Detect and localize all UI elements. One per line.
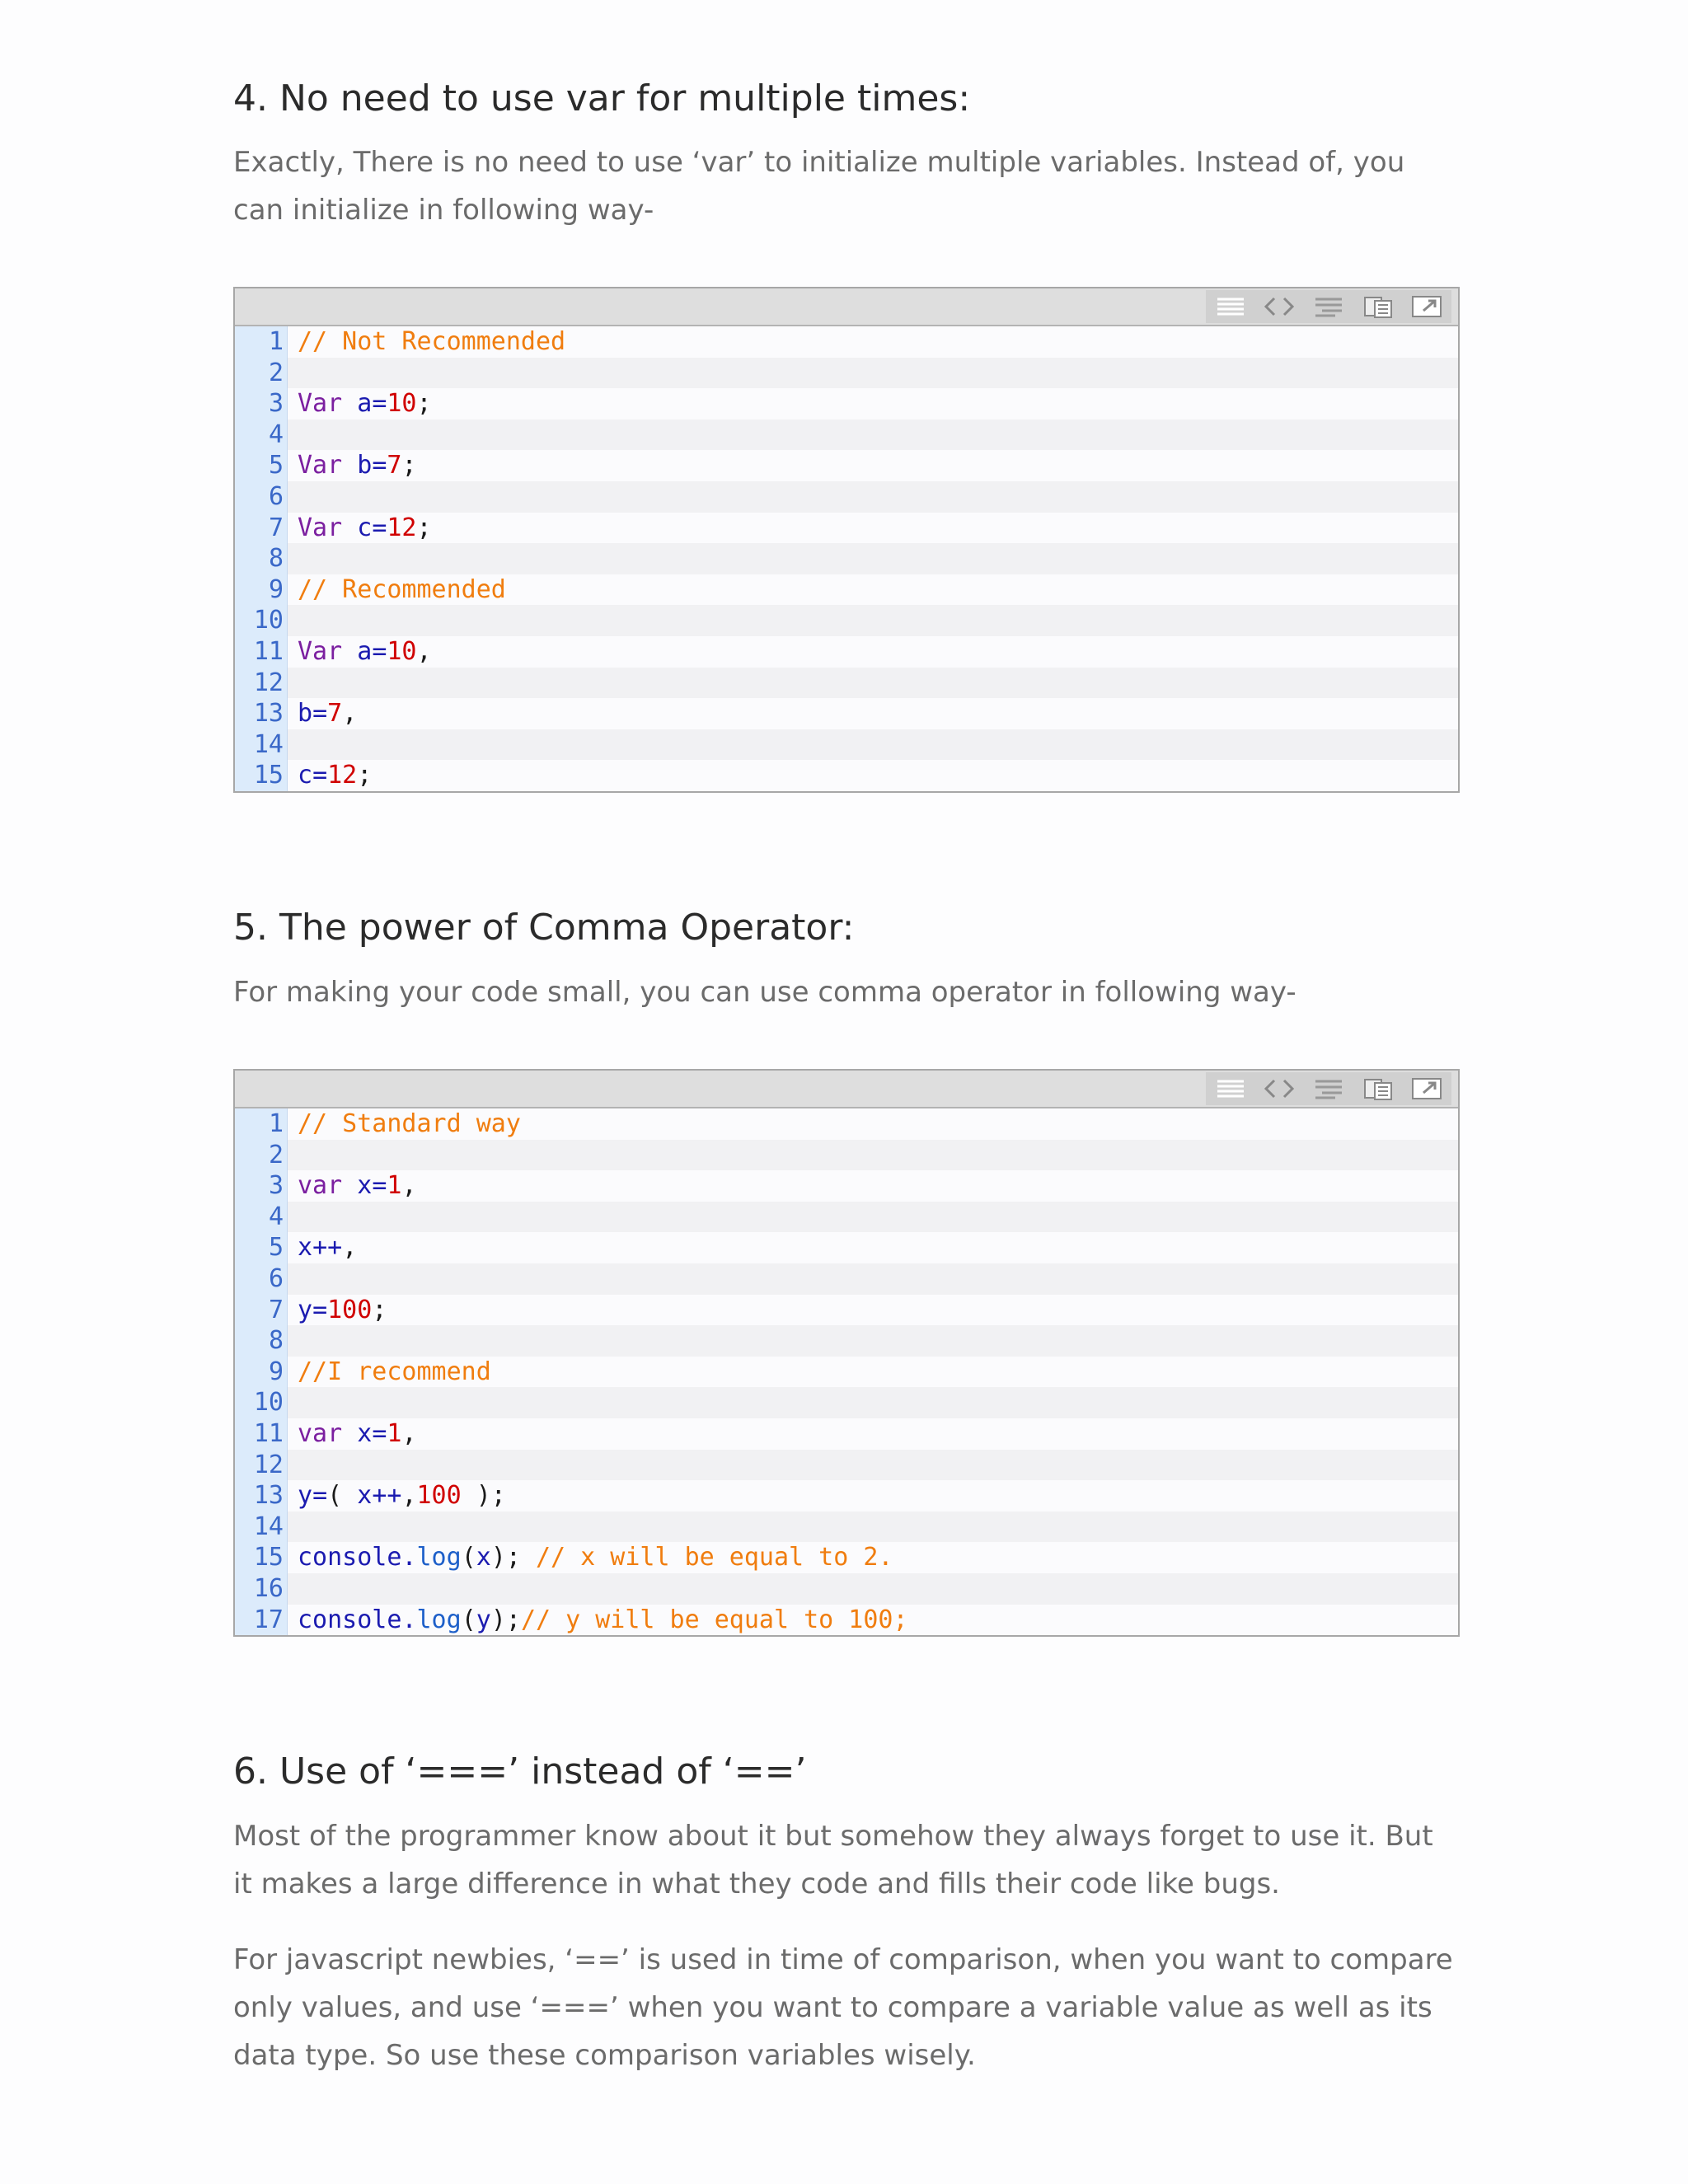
code-token: log xyxy=(416,1605,462,1634)
code-token: x xyxy=(476,1543,491,1572)
code-token: 1 xyxy=(387,1418,402,1448)
code-text xyxy=(288,1202,298,1233)
code-token: , xyxy=(342,1233,358,1263)
code-token: ; xyxy=(416,513,432,542)
section-6-paragraph-1: Most of the programmer know about it but somehow they always forget to use it. But it makes a large difference in what they code and fills their code like bugs. xyxy=(233,1820,1433,1900)
line-number: 5 xyxy=(235,450,288,481)
code-token: ( xyxy=(461,1543,476,1572)
code-token: = xyxy=(372,451,387,480)
code-token: = xyxy=(372,1418,387,1448)
line-number: 15 xyxy=(235,1542,288,1573)
code-text xyxy=(288,513,432,544)
code-icon[interactable] xyxy=(1261,292,1297,321)
code-text xyxy=(288,760,372,791)
code-line xyxy=(235,605,1458,636)
code-block-2 xyxy=(233,1069,1460,1637)
code-token xyxy=(342,389,357,418)
code-text xyxy=(288,1450,298,1481)
code-text xyxy=(288,1418,417,1450)
line-number: 9 xyxy=(235,1357,288,1388)
code-tools xyxy=(1206,1072,1451,1105)
code-icon[interactable] xyxy=(1261,1074,1297,1104)
code-line xyxy=(235,1263,1458,1295)
code-token: 100 xyxy=(327,1295,373,1324)
code-lines xyxy=(235,1108,1458,1635)
code-token: c xyxy=(298,761,313,790)
line-number: 10 xyxy=(235,605,288,636)
copy-icon[interactable] xyxy=(1360,1074,1396,1104)
code-token xyxy=(342,1171,357,1200)
code-token: = xyxy=(372,389,387,419)
code-text xyxy=(288,1511,298,1543)
code-text xyxy=(288,1140,298,1171)
code-lines xyxy=(235,326,1458,791)
line-number: 2 xyxy=(235,358,288,389)
code-text xyxy=(288,1232,357,1263)
code-text xyxy=(288,668,298,699)
code-token: // Not Recommended xyxy=(298,327,566,356)
line-number: 3 xyxy=(235,1170,288,1202)
code-token: = xyxy=(372,513,387,542)
line-number: 7 xyxy=(235,1295,288,1326)
code-token: ; xyxy=(401,451,417,480)
line-number: 1 xyxy=(235,1108,288,1140)
code-text xyxy=(288,1573,298,1605)
code-line xyxy=(235,760,1458,791)
line-number: 16 xyxy=(235,1573,288,1605)
code-token: 1 xyxy=(387,1171,402,1201)
line-number: 10 xyxy=(235,1387,288,1418)
code-line xyxy=(235,358,1458,389)
section-5-paragraph: For making your code small, you can use comma operator in following way- xyxy=(233,976,1296,1009)
code-token: a xyxy=(357,636,373,666)
code-text xyxy=(288,419,298,451)
code-block-1 xyxy=(233,287,1460,793)
code-text xyxy=(288,450,417,481)
code-token: 10 xyxy=(387,636,417,666)
code-line xyxy=(235,1357,1458,1388)
section-4-heading: 4. No need to use var for multiple times: xyxy=(233,77,971,120)
code-line xyxy=(235,1480,1458,1511)
code-token xyxy=(342,637,357,666)
code-line xyxy=(235,1605,1458,1636)
code-token: // y will be equal to 100; xyxy=(520,1605,908,1634)
code-line xyxy=(235,1450,1458,1481)
code-token: 12 xyxy=(387,513,417,542)
code-text xyxy=(288,1263,298,1295)
code-text xyxy=(288,1387,298,1418)
code-text xyxy=(288,543,298,574)
wrap-icon[interactable] xyxy=(1311,1074,1347,1104)
code-token: ); xyxy=(490,1605,521,1634)
code-token: = xyxy=(372,1171,387,1201)
line-number: 7 xyxy=(235,513,288,544)
code-token: c xyxy=(357,513,373,542)
code-token: Var xyxy=(298,389,343,419)
code-text xyxy=(288,1108,521,1140)
code-token: x xyxy=(357,1418,373,1448)
code-text xyxy=(288,388,432,419)
code-token: 7 xyxy=(387,451,402,480)
code-token: //I recommend xyxy=(298,1357,491,1386)
code-line xyxy=(235,574,1458,606)
code-line xyxy=(235,326,1458,358)
code-token: var xyxy=(298,1418,343,1448)
code-line xyxy=(235,1232,1458,1263)
code-line xyxy=(235,1295,1458,1326)
code-text xyxy=(288,481,298,513)
code-token: log xyxy=(416,1543,462,1572)
section-4-paragraph: Exactly, There is no need to use ‘var’ to initialize multiple variables. Instead of, you can initialize in following way- xyxy=(233,146,1405,227)
line-number: 6 xyxy=(235,481,288,513)
code-token: x xyxy=(357,1171,373,1201)
code-text xyxy=(288,605,298,636)
code-token: Var xyxy=(298,451,343,480)
wrap-icon[interactable] xyxy=(1311,292,1347,321)
line-number: 11 xyxy=(235,1418,288,1450)
code-line xyxy=(235,1418,1458,1450)
code-token xyxy=(342,451,357,480)
popout-icon[interactable] xyxy=(1409,1074,1445,1104)
code-token xyxy=(342,513,357,542)
code-text xyxy=(288,698,357,729)
code-token: b xyxy=(357,451,373,480)
code-token: ; xyxy=(372,1295,387,1324)
code-token: b xyxy=(298,699,313,729)
code-line xyxy=(235,1542,1458,1573)
code-token: = xyxy=(372,636,387,666)
code-text xyxy=(288,1542,893,1573)
code-token: // x will be equal to 2. xyxy=(536,1543,893,1572)
code-text xyxy=(288,1170,417,1202)
code-token: console xyxy=(298,1543,402,1572)
code-line xyxy=(235,1108,1458,1140)
code-token: = xyxy=(312,1481,328,1511)
code-token: = xyxy=(312,699,328,729)
code-toolbar xyxy=(235,1071,1458,1108)
code-token: ( xyxy=(461,1605,476,1634)
code-token: x xyxy=(357,1481,373,1511)
line-number: 8 xyxy=(235,543,288,574)
line-number: 5 xyxy=(235,1232,288,1263)
line-number: 15 xyxy=(235,760,288,791)
line-number: 3 xyxy=(235,388,288,419)
code-token: ); xyxy=(490,1543,536,1572)
code-token: ( xyxy=(327,1481,358,1511)
code-line xyxy=(235,1170,1458,1202)
code-token: 10 xyxy=(387,389,417,419)
code-token: 100 xyxy=(416,1481,462,1511)
code-token: y xyxy=(476,1605,491,1634)
code-token: // Recommended xyxy=(298,574,506,604)
section-6-heading: 6. Use of ‘===’ instead of ‘==’ xyxy=(233,1750,807,1793)
code-line xyxy=(235,1387,1458,1418)
line-number: 1 xyxy=(235,326,288,358)
code-token: Var xyxy=(298,513,343,542)
line-number: 4 xyxy=(235,419,288,451)
code-line xyxy=(235,1573,1458,1605)
code-token: . xyxy=(401,1543,417,1572)
code-token: = xyxy=(312,761,328,790)
section-5-heading: 5. The power of Comma Operator: xyxy=(233,907,855,949)
code-text xyxy=(288,1325,298,1357)
code-token: ++ xyxy=(312,1233,343,1263)
code-token: , xyxy=(342,699,358,729)
line-number: 2 xyxy=(235,1140,288,1171)
code-text xyxy=(288,1605,908,1636)
line-number: 13 xyxy=(235,1480,288,1511)
line-number: 12 xyxy=(235,668,288,699)
code-token: , xyxy=(401,1171,417,1201)
code-text xyxy=(288,1357,491,1388)
line-number: 4 xyxy=(235,1202,288,1233)
code-token: 12 xyxy=(327,761,358,790)
code-line xyxy=(235,1511,1458,1543)
code-text xyxy=(288,1295,387,1326)
code-line xyxy=(235,419,1458,451)
line-number: 9 xyxy=(235,574,288,606)
code-line xyxy=(235,1325,1458,1357)
code-line xyxy=(235,513,1458,544)
code-line xyxy=(235,729,1458,761)
code-token: a xyxy=(357,389,373,419)
code-line xyxy=(235,668,1458,699)
code-text xyxy=(288,729,298,761)
code-token: , xyxy=(401,1481,417,1511)
code-token: , xyxy=(416,636,432,666)
code-token: console xyxy=(298,1605,402,1634)
view-source-icon[interactable] xyxy=(1212,292,1249,321)
code-text xyxy=(288,326,565,358)
line-number: 8 xyxy=(235,1325,288,1357)
code-line xyxy=(235,698,1458,729)
code-toolbar xyxy=(235,288,1458,326)
line-number: 11 xyxy=(235,636,288,668)
code-token: y xyxy=(298,1481,313,1511)
code-line xyxy=(235,481,1458,513)
code-token: ++ xyxy=(372,1481,402,1511)
code-line xyxy=(235,543,1458,574)
copy-icon[interactable] xyxy=(1360,292,1396,321)
line-number: 14 xyxy=(235,1511,288,1543)
code-token: 7 xyxy=(327,699,343,729)
code-token: , xyxy=(401,1418,417,1448)
code-text xyxy=(288,358,298,389)
code-token: x xyxy=(298,1233,313,1263)
code-token: . xyxy=(401,1605,417,1634)
section-6-paragraph-2: For javascript newbies, ‘==’ is used in time of comparison, when you want to compare only values, and use ‘===’ when you want to compare a variable value as well as its data type. So use these comparison variables wisely. xyxy=(233,1943,1453,2072)
code-token: y xyxy=(298,1295,313,1324)
code-line xyxy=(235,1140,1458,1171)
code-token: = xyxy=(312,1295,328,1324)
code-tools xyxy=(1206,290,1451,323)
line-number: 17 xyxy=(235,1605,288,1636)
line-number: 12 xyxy=(235,1450,288,1481)
popout-icon[interactable] xyxy=(1409,292,1445,321)
code-line xyxy=(235,388,1458,419)
code-line xyxy=(235,450,1458,481)
code-text xyxy=(288,636,432,668)
line-number: 13 xyxy=(235,698,288,729)
code-text xyxy=(288,1480,506,1511)
line-number: 6 xyxy=(235,1263,288,1295)
view-source-icon[interactable] xyxy=(1212,1074,1249,1104)
line-number: 14 xyxy=(235,729,288,761)
code-token xyxy=(342,1419,357,1448)
code-line xyxy=(235,1202,1458,1233)
code-token: Var xyxy=(298,636,343,666)
code-token: // Standard way xyxy=(298,1109,521,1138)
code-token: ; xyxy=(416,389,432,419)
code-token: ; xyxy=(357,761,373,790)
code-text xyxy=(288,574,506,606)
code-token: ); xyxy=(461,1481,506,1511)
code-line xyxy=(235,636,1458,668)
code-token: var xyxy=(298,1171,343,1201)
